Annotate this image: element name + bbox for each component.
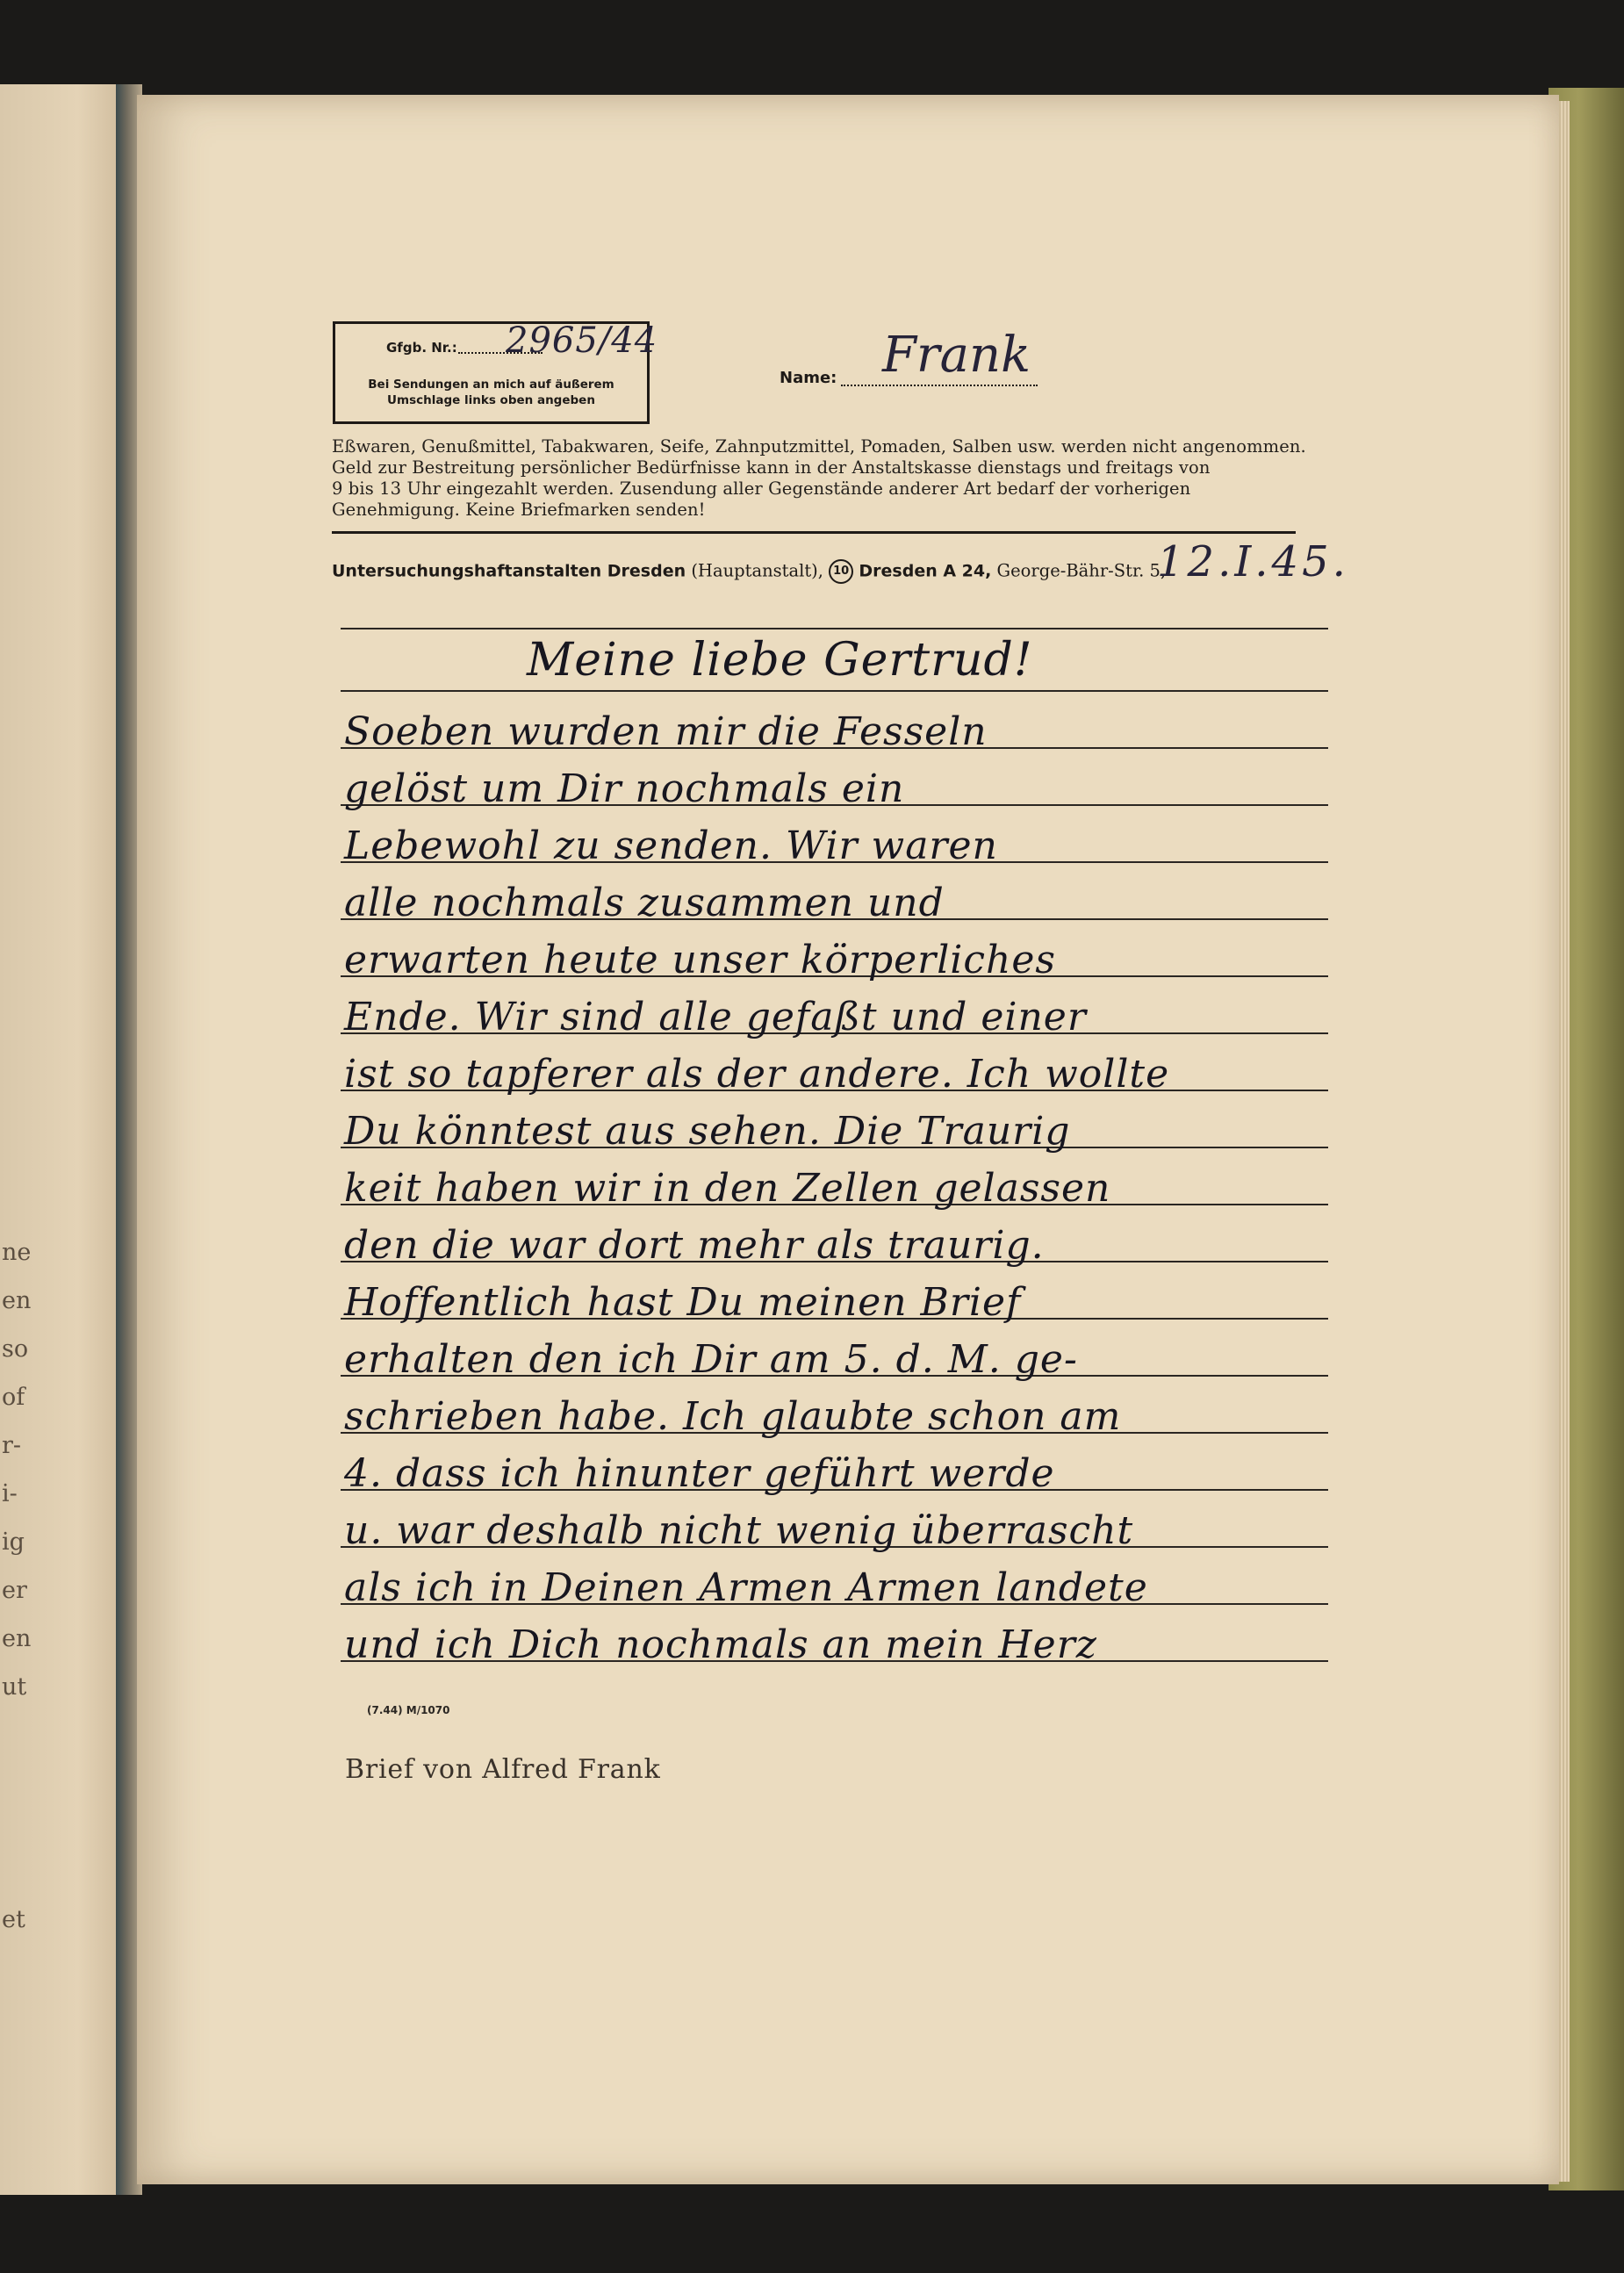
letter-line: u. war deshalb nicht wenig überrascht — [344, 1508, 1134, 1553]
left-page-text-fragment: en — [2, 1287, 32, 1314]
rules-line: Genehmigung. Keine Briefmarken senden! — [332, 500, 706, 520]
letter-line: alle nochmals zusammen und — [344, 881, 945, 925]
ruled-line — [341, 628, 1328, 629]
letter-salutation: Meine liebe Gertrud! — [527, 634, 1033, 687]
caption: Brief von Alfred Frank — [345, 1754, 661, 1785]
letter-line: als ich in Deinen Armen Armen landete — [344, 1565, 1148, 1610]
left-page-text-fragment: ne — [2, 1239, 32, 1266]
letter-line: Lebewohl zu senden. Wir waren — [344, 824, 998, 868]
city: Dresden A 24, — [859, 561, 992, 581]
ruled-line — [341, 690, 1328, 692]
institution-name: Untersuchungshaftanstalten Dresden — [332, 561, 686, 581]
rules-line: Geld zur Bestreitung persönlicher Bedürfnisse kann in der Anstaltskasse dienstags und freitags von — [332, 457, 1211, 478]
letter-line: und ich Dich nochmals an mein Herz — [344, 1622, 1097, 1667]
left-page-text-fragment: ut — [2, 1673, 27, 1701]
left-page-text-fragment: en — [2, 1625, 32, 1652]
letter-line: den die war dort mehr als traurig. — [344, 1223, 1045, 1268]
letter-line: Soeben wurden mir die Fesseln — [344, 709, 988, 754]
form-code: (7.44) M/1070 — [367, 1704, 450, 1716]
letter-line: erwarten heute unser körperliches — [344, 938, 1056, 982]
left-page-text-fragment: ig — [2, 1529, 25, 1556]
name-label: Name: — [780, 369, 837, 387]
letter-line: Du könntest aus sehen. Die Traurig — [344, 1109, 1071, 1154]
letter-date: 12.I.45. — [1157, 537, 1349, 586]
name-value: Frank — [882, 327, 1031, 384]
stamp-note — [335, 377, 647, 408]
letter-line: 4. dass ich hinunter geführt werde — [344, 1451, 1055, 1496]
letter-line: ist so tapferer als der andere. Ich wollte — [344, 1052, 1170, 1097]
gfgb-value: 2965/44 — [506, 320, 658, 361]
letter-line: schrieben habe. Ich glaubte schon am — [344, 1394, 1122, 1439]
name-dotted-line — [841, 385, 1038, 386]
left-page-text-fragment: et — [2, 1906, 25, 1933]
rules-line: 9 bis 13 Uhr eingezahlt werden. Zusendung aller Gegenstände anderer Art bedarf der vorherigen — [332, 478, 1191, 499]
left-page-text-fragment: i- — [2, 1480, 18, 1507]
left-page-text-fragment: so — [2, 1335, 29, 1363]
letter-line: keit haben wir in den Zellen gelassen — [344, 1166, 1111, 1211]
prisoner-number-box — [333, 320, 658, 424]
left-page-text-fragment: er — [2, 1577, 27, 1604]
letter-line: Ende. Wir sind alle gefaßt und einer — [344, 995, 1087, 1039]
left-page — [0, 84, 130, 2195]
letter-line: Hoffentlich hast Du meinen Brief — [344, 1280, 1022, 1325]
rules-line: Eßwaren, Genußmittel, Tabakwaren, Seife, Zahnputzmittel, Pomaden, Salben usw. werden nicht angenommen. — [332, 436, 1306, 457]
address-line — [332, 559, 1166, 584]
header-rule — [332, 531, 1296, 534]
left-page-text-fragment: r- — [2, 1432, 22, 1459]
gfgb-label: Gfgb. Nr.: — [386, 340, 457, 356]
stamp-note-line: Umschlage links oben angeben — [387, 393, 595, 407]
postal-district-badge: 10 — [829, 559, 853, 584]
institution-suffix: (Hauptanstalt), — [691, 560, 823, 581]
letter-line: erhalten den ich Dir am 5. d. M. ge- — [344, 1337, 1078, 1382]
prison-rules — [332, 436, 1306, 521]
street: George-Bähr-Str. 5, — [996, 560, 1167, 581]
stamp-note-line: Bei Sendungen an mich auf äußerem — [368, 378, 614, 392]
letter-line: gelöst um Dir nochmals ein — [344, 766, 905, 811]
left-page-text-fragment: of — [2, 1384, 25, 1411]
